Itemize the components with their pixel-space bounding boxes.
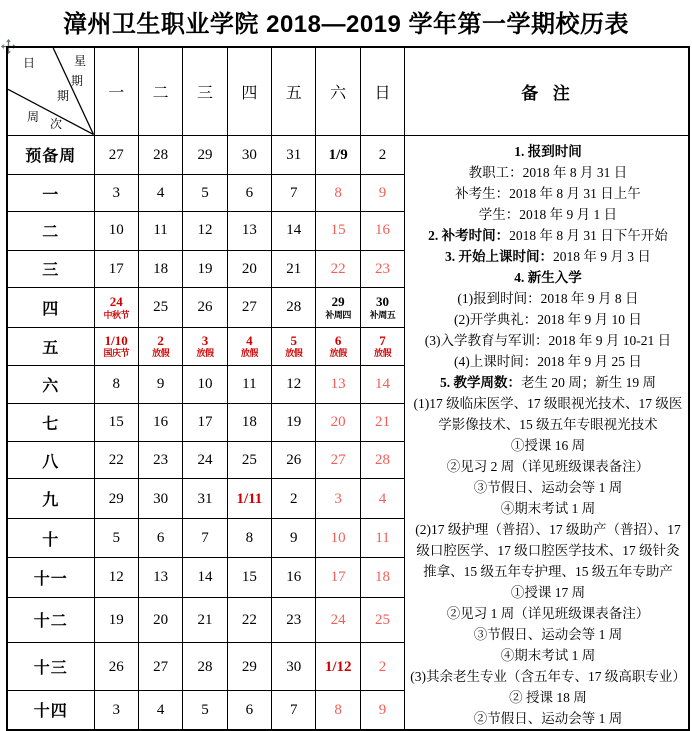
day-cell <box>138 175 182 212</box>
remark-line: 2. 补考时间：2018 年 8 月 31 日下午开始 <box>428 227 668 243</box>
day-cell <box>94 597 138 643</box>
day-cell <box>94 365 138 404</box>
day-cell <box>227 135 271 175</box>
day-number: 6 <box>334 333 342 349</box>
day-cell <box>227 404 271 442</box>
week-label: 四 <box>7 288 94 328</box>
day-cell <box>183 557 227 597</box>
day-number: 3 <box>112 184 120 201</box>
day-cell <box>227 479 271 519</box>
remark-line: (2)开学典礼：2018 年 9 月 10 日 <box>454 311 642 327</box>
day-number: 13 <box>241 222 257 239</box>
day-number: 3 <box>201 333 209 349</box>
day-number: 31 <box>286 146 302 163</box>
remark-line: (4)上课时间：2018 年 9 月 25 日 <box>454 353 642 369</box>
day-cell <box>272 691 316 730</box>
remark-line: ③节假日、运动会等 1 周 <box>473 626 623 642</box>
day-cell <box>183 211 227 250</box>
day-number: 18 <box>241 414 257 431</box>
day-cell <box>360 250 404 288</box>
day-number: 20 <box>330 414 346 431</box>
day-number: 28 <box>286 299 302 316</box>
remark-line: 5. 教学周数：老生 20 周；新生 19 周 <box>439 374 656 390</box>
day-cell <box>272 404 316 442</box>
day-number: 12 <box>197 222 213 239</box>
remark-line: 4. 新生入学 <box>514 269 582 285</box>
remark-line: ②节假日、运动会等 1 周 <box>473 710 623 726</box>
day-number: 15 <box>241 568 257 585</box>
day-cell <box>272 288 316 328</box>
day-cell <box>227 175 271 212</box>
day-cell <box>138 557 182 597</box>
day-number: 16 <box>375 222 391 239</box>
day-cell <box>360 175 404 212</box>
day-number: 26 <box>108 658 124 675</box>
day-number: 24 <box>197 451 213 468</box>
day-sublabel: 放假 <box>152 348 170 359</box>
day-cell <box>183 288 227 328</box>
day-cell <box>138 441 182 479</box>
header-row <box>7 47 689 135</box>
day-number: 10 <box>197 376 213 393</box>
day-cell <box>94 643 138 691</box>
weekday-header-wed: 三 <box>183 47 227 135</box>
remark-line: ④期末考试 1 周 <box>500 500 596 516</box>
day-number: 25 <box>241 451 257 468</box>
day-number: 3 <box>112 701 120 718</box>
remark-line: 学影像技术、15 级五年专眼视光技术 <box>438 416 658 432</box>
day-number: 21 <box>375 414 391 431</box>
day-cell <box>360 479 404 519</box>
day-number: 7 <box>290 184 298 201</box>
week-label: 六 <box>7 365 94 404</box>
day-cell <box>138 365 182 404</box>
day-sublabel: 国庆节 <box>103 348 129 359</box>
day-cell <box>183 691 227 730</box>
calendar-table <box>6 46 690 731</box>
day-sublabel: 放假 <box>196 348 214 359</box>
day-number: 12 <box>108 568 124 585</box>
day-cell <box>316 597 360 643</box>
day-cell <box>316 175 360 212</box>
day-number: 7 <box>290 701 298 718</box>
day-cell <box>138 250 182 288</box>
weekday-header-mon: 一 <box>94 47 138 135</box>
table-row <box>7 135 689 175</box>
day-number: 5 <box>112 529 120 546</box>
remark-line: 学生：2018 年 9 月 1 日 <box>478 206 618 222</box>
day-number: 22 <box>108 451 124 468</box>
calendar-body <box>7 135 689 730</box>
day-cell <box>316 211 360 250</box>
remark-line: (1)17 级临床医学、17 级眼视光技术、17 级医 <box>413 395 683 411</box>
remark-line: 教职工：2018 年 8 月 31 日 <box>468 164 628 180</box>
day-sublabel: 放假 <box>329 348 347 359</box>
day-cell <box>360 327 404 365</box>
day-cell <box>272 441 316 479</box>
remark-line: (2)17 级护理（普招）、17 级助产（普招）、17 <box>415 521 681 537</box>
day-number: 21 <box>197 611 213 628</box>
remark-line: 1. 报到时间 <box>514 143 582 159</box>
day-number: 23 <box>375 260 391 277</box>
week-label: 预备周 <box>7 135 94 175</box>
remark-line: 推拿、15 级五年专护理、15 级五年专助产 <box>423 563 673 579</box>
day-cell <box>94 404 138 442</box>
day-cell <box>360 135 404 175</box>
day-cell <box>138 519 182 558</box>
remark-line: ② 授课 18 周 <box>509 689 587 705</box>
remarks-cell <box>405 135 689 730</box>
day-cell <box>360 557 404 597</box>
day-cell <box>183 250 227 288</box>
day-number: 4 <box>246 333 253 349</box>
weekday-header-sat: 六 <box>316 47 360 135</box>
day-cell <box>138 643 182 691</box>
remark-line: ④期末考试 1 周 <box>500 647 596 663</box>
day-cell <box>227 211 271 250</box>
day-number: 29 <box>108 490 124 507</box>
day-number: 5 <box>201 184 209 201</box>
day-number: 8 <box>112 376 120 393</box>
day-number: 14 <box>375 376 391 393</box>
day-cell <box>316 557 360 597</box>
day-cell <box>138 404 182 442</box>
day-cell <box>360 643 404 691</box>
day-number: 28 <box>153 146 169 163</box>
day-number: 8 <box>245 529 254 546</box>
day-cell <box>316 479 360 519</box>
weekday-header-thu: 四 <box>227 47 271 135</box>
day-number: 20 <box>241 260 257 277</box>
day-cell <box>316 135 360 175</box>
day-number: 24 <box>330 611 346 628</box>
day-number: 29 <box>197 146 213 163</box>
week-label: 十一 <box>7 557 94 597</box>
day-cell <box>94 691 138 730</box>
day-number: 2 <box>378 658 387 675</box>
day-cell <box>183 404 227 442</box>
day-number: 10 <box>330 529 346 546</box>
day-number: 3 <box>334 490 342 507</box>
day-number: 26 <box>286 451 302 468</box>
day-cell <box>227 519 271 558</box>
day-number: 18 <box>375 568 391 585</box>
day-number: 26 <box>197 299 213 316</box>
week-label: 三 <box>7 250 94 288</box>
day-cell <box>94 135 138 175</box>
remark-line: ③节假日、运动会等 1 周 <box>473 479 623 495</box>
day-cell <box>316 365 360 404</box>
day-cell <box>272 175 316 212</box>
day-number: 2 <box>157 333 164 349</box>
day-cell <box>272 211 316 250</box>
day-number: 27 <box>241 299 257 316</box>
day-number: 13 <box>330 376 346 393</box>
day-number: 2 <box>378 146 387 163</box>
day-number: 17 <box>330 568 346 585</box>
day-number: 23 <box>286 611 302 628</box>
day-number: 20 <box>153 611 169 628</box>
week-label: 十三 <box>7 643 94 691</box>
day-number: 19 <box>286 414 302 431</box>
day-number: 7 <box>201 529 209 546</box>
day-number: 15 <box>108 414 124 431</box>
day-number: 18 <box>153 260 169 277</box>
remark-line: ①授课 16 周 <box>510 437 586 453</box>
weekday-header-sun: 日 <box>360 47 404 135</box>
day-number: 24 <box>109 294 123 310</box>
day-number: 4 <box>156 184 165 201</box>
remark-line: 3. 开始上课时间：2018 年 9 月 3 日 <box>445 248 651 264</box>
day-number: 6 <box>245 184 254 201</box>
day-number: 13 <box>153 568 169 585</box>
day-cell <box>227 327 271 365</box>
day-cell <box>272 643 316 691</box>
day-cell <box>316 404 360 442</box>
day-number: 16 <box>286 568 302 585</box>
day-cell <box>183 327 227 365</box>
day-cell <box>272 250 316 288</box>
day-cell <box>138 691 182 730</box>
day-number: 11 <box>375 529 390 546</box>
weekday-header-tue: 二 <box>138 47 182 135</box>
day-number: 4 <box>378 490 387 507</box>
day-cell <box>360 288 404 328</box>
day-cell <box>227 691 271 730</box>
day-number: 10 <box>108 222 124 239</box>
day-number: 17 <box>197 414 213 431</box>
day-cell <box>227 288 271 328</box>
day-number: 1/10 <box>104 333 128 349</box>
remarks-header: 备 注 <box>405 47 689 135</box>
day-number: 8 <box>334 701 342 718</box>
day-cell <box>360 441 404 479</box>
corner-header-cell <box>7 47 94 135</box>
day-cell <box>316 327 360 365</box>
day-number: 9 <box>156 376 165 393</box>
day-number: 31 <box>197 490 213 507</box>
day-number: 29 <box>331 294 345 310</box>
day-number: 29 <box>241 658 257 675</box>
day-number: 28 <box>197 658 213 675</box>
remark-line: ②见习 2 周（详见班级课表备注） <box>446 458 650 474</box>
day-number: 4 <box>156 701 165 718</box>
day-cell <box>183 135 227 175</box>
day-cell <box>94 441 138 479</box>
day-cell <box>316 519 360 558</box>
day-cell <box>183 643 227 691</box>
day-cell <box>138 135 182 175</box>
day-number: 21 <box>286 260 302 277</box>
day-cell <box>316 288 360 328</box>
day-number: 28 <box>375 451 391 468</box>
day-number: 9 <box>378 184 387 201</box>
day-cell <box>227 643 271 691</box>
page-title: 漳州卫生职业学院 2018—2019 学年第一学期校历表 <box>62 11 630 38</box>
day-number: 30 <box>286 658 302 675</box>
day-number: 6 <box>156 529 165 546</box>
day-cell <box>272 135 316 175</box>
week-label: 二 <box>7 211 94 250</box>
remark-line: ②见习 1 周（详见班级课表备注） <box>446 605 650 621</box>
day-cell <box>360 211 404 250</box>
day-number: 27 <box>153 658 169 675</box>
day-number: 19 <box>197 260 213 277</box>
day-number: 12 <box>286 376 302 393</box>
corner-date-label: 日 期 <box>23 56 70 103</box>
remark-line: (3)其余老生专业（含五年专、17 级高职专业） <box>410 668 686 684</box>
week-label: 九 <box>7 479 94 519</box>
corner-week-label: 周 次 <box>27 110 63 131</box>
day-number: 22 <box>241 611 257 628</box>
day-number: 14 <box>197 568 213 585</box>
day-cell <box>272 597 316 643</box>
day-cell <box>138 288 182 328</box>
day-number: 25 <box>153 299 169 316</box>
day-cell <box>94 479 138 519</box>
day-cell <box>272 365 316 404</box>
day-sublabel: 补周四 <box>325 309 351 320</box>
day-number: 1/12 <box>324 658 352 675</box>
day-sublabel: 放假 <box>285 348 303 359</box>
day-number: 30 <box>376 294 390 310</box>
remark-line: 级口腔医学、17 级口腔医学技术、17 级针灸 <box>416 542 680 558</box>
day-cell <box>183 175 227 212</box>
day-number: 7 <box>379 333 386 349</box>
day-number: 6 <box>245 701 254 718</box>
day-cell <box>227 557 271 597</box>
day-number: 27 <box>108 146 124 163</box>
week-label: 十二 <box>7 597 94 643</box>
week-label: 一 <box>7 175 94 212</box>
day-cell <box>183 597 227 643</box>
day-cell <box>94 288 138 328</box>
day-number: 5 <box>290 333 297 349</box>
day-sublabel: 中秋节 <box>103 309 129 320</box>
remark-line: 补考生：2018 年 8 月 31 日上午 <box>455 185 641 201</box>
day-number: 11 <box>153 222 168 239</box>
day-cell <box>227 597 271 643</box>
week-label: 五 <box>7 327 94 365</box>
day-cell <box>94 211 138 250</box>
day-number: 16 <box>153 414 169 431</box>
day-cell <box>227 441 271 479</box>
corner-weekday-label: 星 期 <box>71 54 87 88</box>
week-label: 十四 <box>7 691 94 730</box>
day-number: 25 <box>375 611 391 628</box>
day-number: 23 <box>153 451 169 468</box>
day-cell <box>360 365 404 404</box>
day-number: 14 <box>286 222 302 239</box>
day-number: 30 <box>241 146 257 163</box>
day-cell <box>227 250 271 288</box>
day-number: 9 <box>290 529 298 546</box>
day-cell <box>183 519 227 558</box>
day-cell <box>272 519 316 558</box>
day-number: 17 <box>108 260 124 277</box>
day-cell <box>360 519 404 558</box>
day-cell <box>360 404 404 442</box>
day-number: 30 <box>153 490 169 507</box>
day-number: 1/9 <box>328 146 348 163</box>
day-number: 5 <box>201 701 209 718</box>
day-cell <box>272 557 316 597</box>
day-cell <box>316 691 360 730</box>
day-number: 15 <box>330 222 346 239</box>
day-cell <box>138 327 182 365</box>
day-number: 22 <box>330 260 346 277</box>
week-label: 七 <box>7 404 94 442</box>
day-number: 27 <box>330 451 346 468</box>
day-number: 11 <box>242 376 257 393</box>
day-cell <box>183 365 227 404</box>
day-cell <box>272 479 316 519</box>
day-cell <box>183 441 227 479</box>
remark-line: ①授课 17 周 <box>510 584 586 600</box>
day-number: 9 <box>378 701 387 718</box>
day-cell <box>138 479 182 519</box>
day-cell <box>272 327 316 365</box>
remark-line: (1)报到时间：2018 年 9 月 8 日 <box>457 290 639 306</box>
day-cell <box>316 643 360 691</box>
day-cell <box>94 557 138 597</box>
day-cell <box>316 441 360 479</box>
day-cell <box>94 327 138 365</box>
day-sublabel: 放假 <box>374 348 392 359</box>
day-cell <box>316 250 360 288</box>
day-cell <box>138 597 182 643</box>
week-label: 十 <box>7 519 94 558</box>
day-cell <box>94 250 138 288</box>
weekday-header-fri: 五 <box>272 47 316 135</box>
day-sublabel: 放假 <box>240 348 258 359</box>
day-number: 1/11 <box>236 490 263 507</box>
day-cell <box>94 175 138 212</box>
day-cell <box>138 211 182 250</box>
day-cell <box>360 691 404 730</box>
day-cell <box>360 597 404 643</box>
day-number: 2 <box>290 490 298 507</box>
remark-line: (3)入学教育与军训：2018 年 9 月 10-21 日 <box>424 332 672 348</box>
day-cell <box>94 519 138 558</box>
day-cell <box>227 365 271 404</box>
day-cell <box>183 479 227 519</box>
day-number: 8 <box>334 184 342 201</box>
day-number: 19 <box>108 611 124 628</box>
day-sublabel: 补周五 <box>369 309 396 320</box>
week-label: 八 <box>7 441 94 479</box>
